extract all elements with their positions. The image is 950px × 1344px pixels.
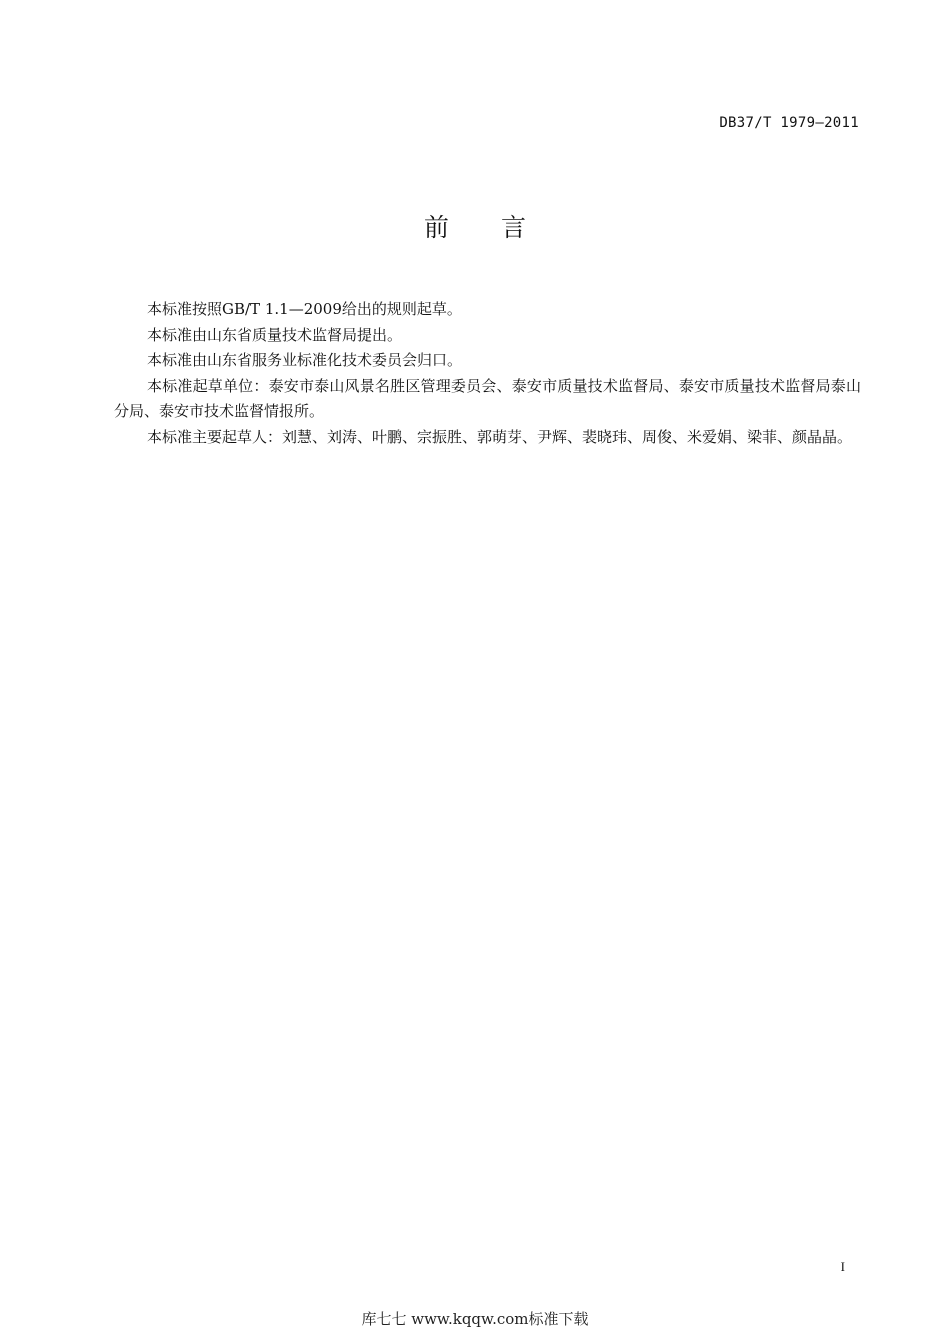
standard-number: DB37/T 1979—2011	[719, 115, 859, 131]
paragraph-proposer: 本标准由山东省质量技术监督局提出。	[147, 325, 403, 344]
paragraph-drafters: 本标准主要起草人：刘慧、刘涛、叶鹏、宗振胜、郭萌芽、尹辉、裴晓玮、周俊、米爱娟、梁菲、颜晶晶。	[147, 427, 853, 446]
paragraph-drafting-units: 本标准起草单位：泰安市泰山风景名胜区管理委员会、泰安市质量技术监督局、泰安市质量技术监督局泰山分局、泰安市技术监督情报所。	[114, 376, 861, 421]
download-watermark: 库七七 www.kqqw.com标准下载	[361, 1310, 589, 1328]
paragraph-drafting-rules: 本标准按照GB/T 1.1—2009给出的规则起草。	[147, 300, 462, 318]
page-title: 前言	[423, 213, 578, 242]
page-number: I	[840, 1259, 845, 1274]
paragraph-committee: 本标准由山东省服务业标准化技术委员会归口。	[147, 351, 463, 370]
foreword-body	[114, 297, 861, 451]
